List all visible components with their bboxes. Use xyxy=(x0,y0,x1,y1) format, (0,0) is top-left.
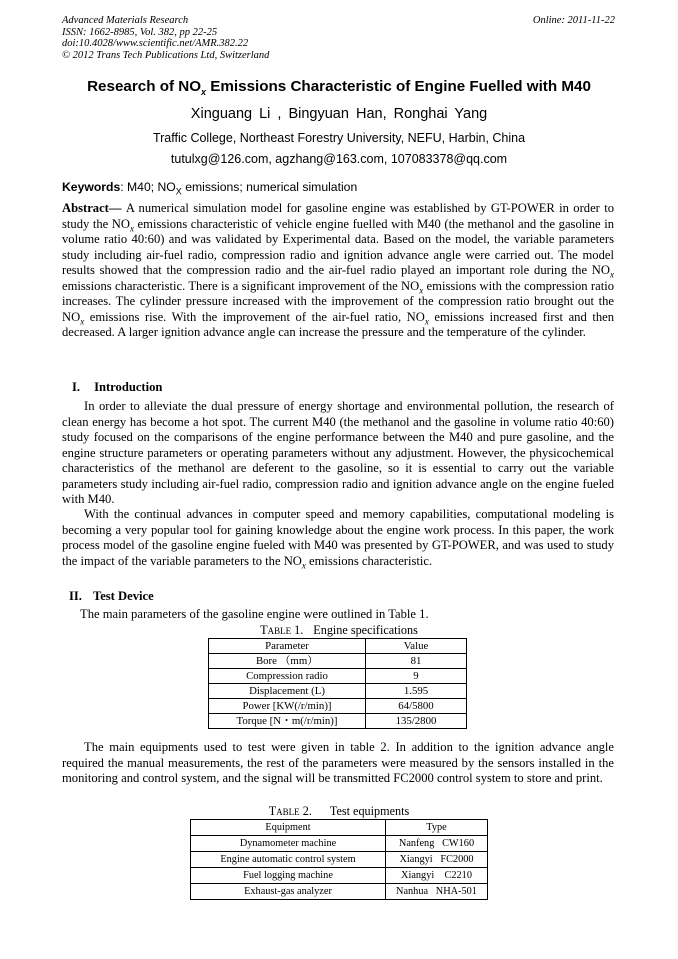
table-cell: Nanhua NHA-501 xyxy=(386,884,488,900)
test-device-paragraph-1: The main parameters of the gasoline engine were outlined in Table 1. xyxy=(80,607,429,621)
table-cell: Xiangyi C2210 xyxy=(386,868,488,884)
table-cell: Nanfeng CW160 xyxy=(386,836,488,852)
table-cell: Bore （mm） xyxy=(209,654,366,669)
keywords: Keywords: M40; $NO_X$ emissions; numerical simulation xyxy=(62,180,358,197)
table-cell: 1.595 xyxy=(366,684,467,699)
engine-specifications-table xyxy=(208,638,467,729)
table-header-row xyxy=(209,639,467,654)
test-equipments-table xyxy=(190,819,488,900)
online-date: Online: 2011-11-22 xyxy=(532,15,615,26)
table-cell: 81 xyxy=(366,654,467,669)
table-cell: 135/2800 xyxy=(366,714,467,729)
table-cell: 9 xyxy=(366,669,467,684)
table-row xyxy=(209,669,467,684)
table-cell: Dynamometer machine xyxy=(191,836,386,852)
copyright-line: © 2012 Trans Tech Publications Ltd, Switzerland xyxy=(62,49,270,61)
table-cell: Fuel logging machine xyxy=(191,868,386,884)
paper-title: Research of $NO_x$ Emissions Characteristic of Engine Fuelled with M40 xyxy=(87,78,591,98)
table-row xyxy=(209,654,467,669)
table-cell: Engine automatic control system xyxy=(191,852,386,868)
doi-line: doi:10.4028/www.scientific.net/AMR.382.22 xyxy=(62,38,249,49)
table-row xyxy=(191,852,488,868)
test-device-paragraph-2: The main equipments used to test were given in table 2. In addition to the ignition advance angle required the manual measurements, the rest of the parameters were measured by the sensors installed in the monitoring and control system, and the signal will be transmitted FC2000 control system to store and print. xyxy=(62,740,614,785)
table-header-cell: Equipment xyxy=(191,820,386,836)
table-header-cell: Value xyxy=(366,639,467,654)
abstract: Abstract— A numerical simulation model for gasoline engine was established by GT-POWER in order to study the $NO_x$ emissions characteristic of vehicle engine fuelled with M40 (the methanol and the gasoline in volume ratio 40:60) and was validated by Experimental data. Based on the model, the variable parameters study including air-fuel radio, compression radio and ignition advance angle were carried out. The model results showed that the compression radio and the air-fuel radio played an important role during the $NO_x$ emissions characteristic. There is a significant improvement of the $NO_x$ emissions with the compression ratio increases. The cylinder pressure increased with the improvement of the compression ratio brought out the $NO_x$ emissions rise. With the improvement of the air-fuel ratio, $NO_x$ emissions increased first and then decreased. A larger ignition advance angle can increase the pressure and the temperature of the cylinder. xyxy=(62,201,614,339)
authors: Xinguang Li , Bingyuan Han, Ronghai Yang xyxy=(190,106,488,122)
table-cell: Compression radio xyxy=(209,669,366,684)
section-heading-introduction: I. Introduction xyxy=(72,380,163,394)
author-emails: tutulxg@126.com, agzhang@163.com, 107083378@qq.com xyxy=(170,152,508,166)
intro-paragraph-2: With the continual advances in computer speed and memory capabilities, computational modeling is becoming a very popular tool for gaining knowledge about the engine work process. In this paper, the work process model of the gasoline engine fueled with M40 was presented by GT-POWER, and was used to study the impact of the variable parameters to the $NO_x$ emissions characteristic. xyxy=(62,507,614,571)
table-cell: Power [KW(/r/min)] xyxy=(209,699,366,714)
table-cell: Torque [N・m(/r/min)] xyxy=(209,714,366,729)
table1-caption: Table 1. Engine specifications xyxy=(260,623,418,637)
table-row xyxy=(191,836,488,852)
affiliation: Traffic College, Northeast Forestry University, NEFU, Harbin, China xyxy=(152,131,526,145)
table-row xyxy=(191,884,488,900)
journal-name: Advanced Materials Research xyxy=(62,15,189,26)
table-cell: 64/5800 xyxy=(366,699,467,714)
table-header-cell: Parameter xyxy=(209,639,366,654)
table-cell: Xiangyi FC2000 xyxy=(386,852,488,868)
table-row xyxy=(191,868,488,884)
issn-line: ISSN: 1662-8985, Vol. 382, pp 22-25 xyxy=(62,26,218,38)
table-row xyxy=(209,699,467,714)
table-row xyxy=(209,684,467,699)
table2-caption: Table 2. Test equipments xyxy=(268,804,410,818)
table-row xyxy=(209,714,467,729)
table-header-row xyxy=(191,820,488,836)
table-cell: Exhaust-gas analyzer xyxy=(191,884,386,900)
section-heading-test-device: II. Test Device xyxy=(69,589,154,603)
table-header-cell: Type xyxy=(386,820,488,836)
journal-header xyxy=(62,15,269,61)
table-cell: Displacement (L) xyxy=(209,684,366,699)
intro-paragraph-1: In order to alleviate the dual pressure of energy shortage and environmental pollution, the research of clean energy has become a hot spot. The current M40 (the methanol and the gasoline in volume ratio 40:60) study focused on the comparisons of the engine performance between the M40 and pure gasoline, and the engine structure parameters or operating parameters without any adjustment. However, the physicochemical characteristics of the methanol are deferent to the gasoline, so it is essential to carry out the variable parameters study including air-fuel radio, compression radio and ignition advance angle on the engine fueled with M40. xyxy=(62,399,614,506)
